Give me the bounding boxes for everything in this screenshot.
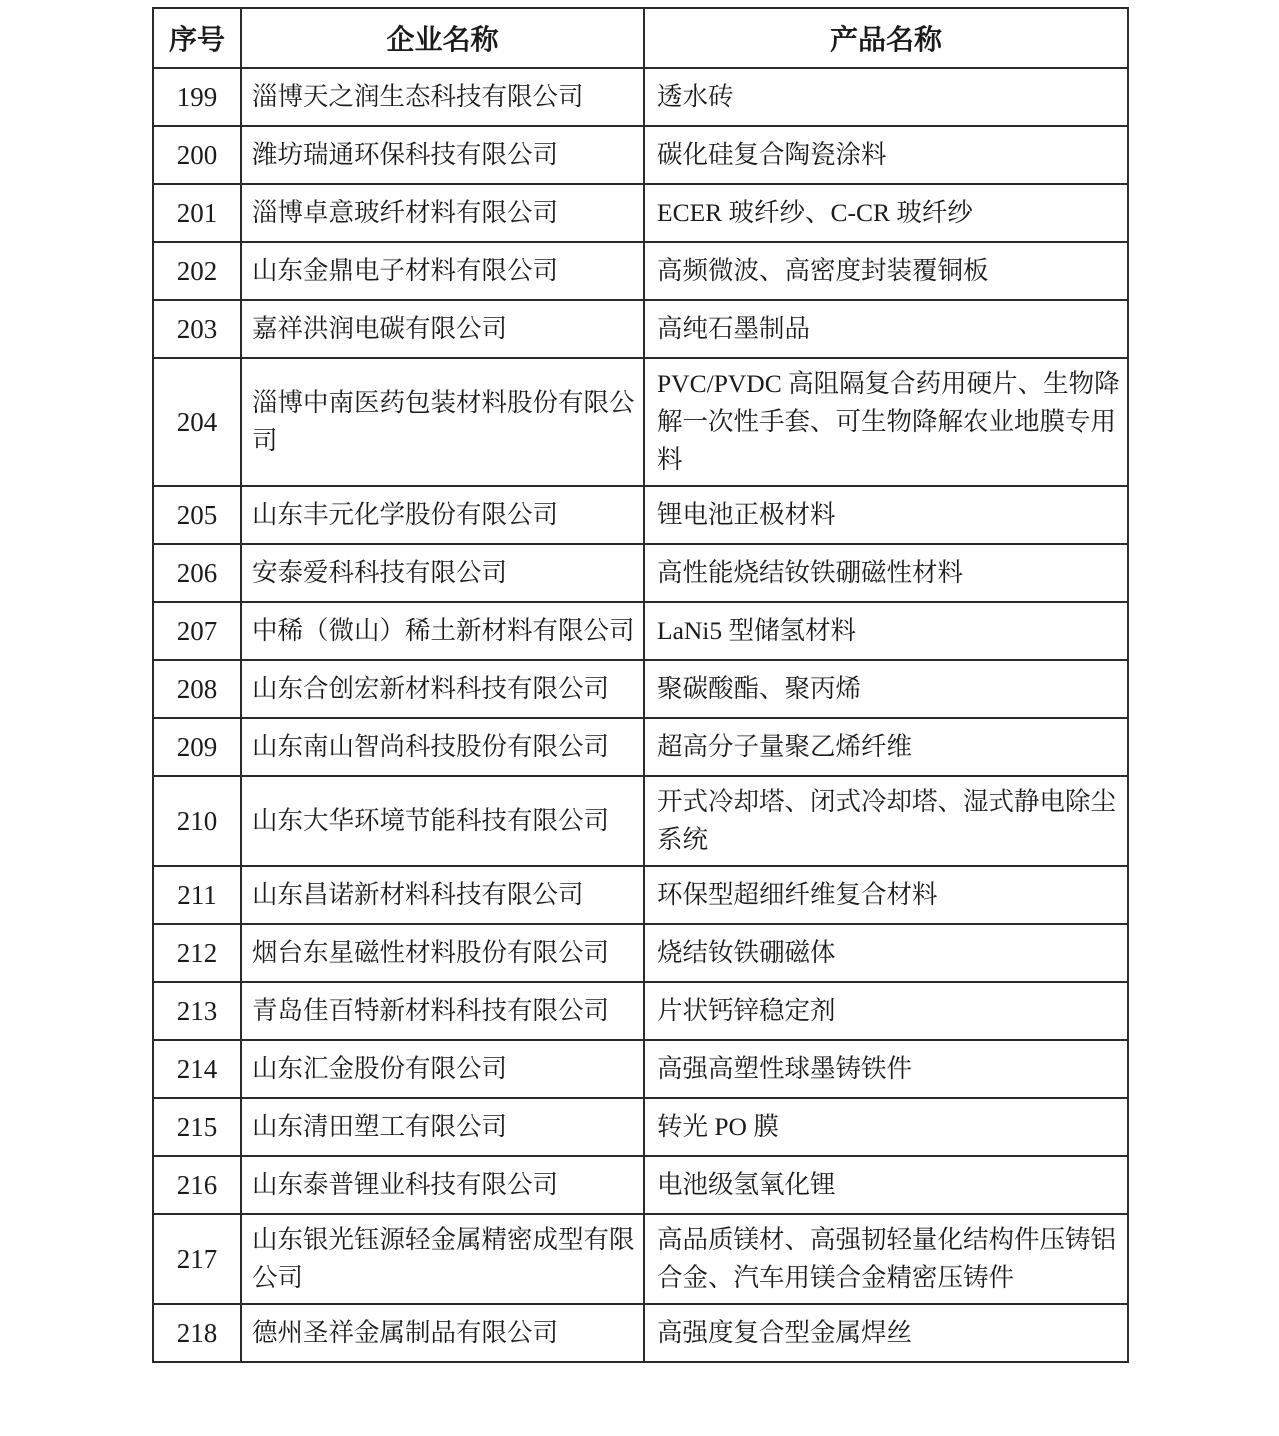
table-row	[153, 660, 1128, 718]
company-cell: 淄博中南医药包装材料股份有限公司	[241, 358, 644, 486]
company-cell: 青岛佳百特新材料科技有限公司	[241, 982, 644, 1040]
product-cell: 高品质镁材、高强韧轻量化结构件压铸铝合金、汽车用镁合金精密压铸件	[644, 1214, 1128, 1304]
row-number-cell: 200	[153, 126, 241, 184]
table-row	[153, 544, 1128, 602]
row-number-cell: 214	[153, 1040, 241, 1098]
row-number-cell: 218	[153, 1304, 241, 1362]
table-row	[153, 718, 1128, 776]
row-number-cell: 216	[153, 1156, 241, 1214]
company-cell: 山东合创宏新材料科技有限公司	[241, 660, 644, 718]
table-header-row	[153, 8, 1128, 68]
table-row	[153, 982, 1128, 1040]
product-cell: ECER 玻纤纱、C-CR 玻纤纱	[644, 184, 1128, 242]
product-cell: 高强度复合型金属焊丝	[644, 1304, 1128, 1362]
product-cell: PVC/PVDC 高阻隔复合药用硬片、生物降解一次性手套、可生物降解农业地膜专用料	[644, 358, 1128, 486]
product-cell: 高纯石墨制品	[644, 300, 1128, 358]
table-row	[153, 126, 1128, 184]
company-cell: 淄博卓意玻纤材料有限公司	[241, 184, 644, 242]
table-row	[153, 1156, 1128, 1214]
row-number-cell: 211	[153, 866, 241, 924]
product-cell: 高强高塑性球墨铸铁件	[644, 1040, 1128, 1098]
company-cell: 中稀（微山）稀土新材料有限公司	[241, 602, 644, 660]
row-number-cell: 204	[153, 358, 241, 486]
product-cell: 高频微波、高密度封装覆铜板	[644, 242, 1128, 300]
table-row	[153, 602, 1128, 660]
product-cell: 环保型超细纤维复合材料	[644, 866, 1128, 924]
table-row	[153, 1304, 1128, 1362]
company-cell: 山东昌诺新材料科技有限公司	[241, 866, 644, 924]
table-row	[153, 776, 1128, 866]
row-number-cell: 217	[153, 1214, 241, 1304]
company-cell: 山东泰普锂业科技有限公司	[241, 1156, 644, 1214]
row-number-cell: 207	[153, 602, 241, 660]
product-cell: 超高分子量聚乙烯纤维	[644, 718, 1128, 776]
company-cell: 山东南山智尚科技股份有限公司	[241, 718, 644, 776]
product-cell: 烧结钕铁硼磁体	[644, 924, 1128, 982]
row-number-cell: 199	[153, 68, 241, 126]
product-cell: 锂电池正极材料	[644, 486, 1128, 544]
row-number-cell: 215	[153, 1098, 241, 1156]
product-cell: 高性能烧结钕铁硼磁性材料	[644, 544, 1128, 602]
row-number-cell: 213	[153, 982, 241, 1040]
row-number-cell: 206	[153, 544, 241, 602]
company-cell: 德州圣祥金属制品有限公司	[241, 1304, 644, 1362]
enterprise-product-table	[152, 7, 1129, 1363]
header-cell-product: 产品名称	[644, 8, 1128, 68]
table-row	[153, 486, 1128, 544]
company-cell: 山东丰元化学股份有限公司	[241, 486, 644, 544]
row-number-cell: 201	[153, 184, 241, 242]
table-row	[153, 242, 1128, 300]
company-cell: 山东清田塑工有限公司	[241, 1098, 644, 1156]
product-cell: 转光 PO 膜	[644, 1098, 1128, 1156]
table-row	[153, 68, 1128, 126]
product-cell: LaNi5 型储氢材料	[644, 602, 1128, 660]
product-cell: 透水砖	[644, 68, 1128, 126]
product-cell: 碳化硅复合陶瓷涂料	[644, 126, 1128, 184]
product-cell: 开式冷却塔、闭式冷却塔、湿式静电除尘系统	[644, 776, 1128, 866]
table-row	[153, 184, 1128, 242]
header-cell-company: 企业名称	[241, 8, 644, 68]
company-cell: 嘉祥洪润电碳有限公司	[241, 300, 644, 358]
row-number-cell: 209	[153, 718, 241, 776]
row-number-cell: 205	[153, 486, 241, 544]
row-number-cell: 210	[153, 776, 241, 866]
company-cell: 烟台东星磁性材料股份有限公司	[241, 924, 644, 982]
table-row	[153, 358, 1128, 486]
row-number-cell: 208	[153, 660, 241, 718]
company-cell: 山东银光钰源轻金属精密成型有限公司	[241, 1214, 644, 1304]
product-cell: 聚碳酸酯、聚丙烯	[644, 660, 1128, 718]
company-cell: 安泰爱科科技有限公司	[241, 544, 644, 602]
table-body	[153, 68, 1128, 1362]
table-row	[153, 1214, 1128, 1304]
company-cell: 潍坊瑞通环保科技有限公司	[241, 126, 644, 184]
header-cell-no: 序号	[153, 8, 241, 68]
table-row	[153, 1040, 1128, 1098]
company-cell: 山东金鼎电子材料有限公司	[241, 242, 644, 300]
row-number-cell: 202	[153, 242, 241, 300]
company-cell: 山东大华环境节能科技有限公司	[241, 776, 644, 866]
table-row	[153, 866, 1128, 924]
table-row	[153, 1098, 1128, 1156]
row-number-cell: 212	[153, 924, 241, 982]
company-cell: 淄博天之润生态科技有限公司	[241, 68, 644, 126]
product-cell: 片状钙锌稳定剂	[644, 982, 1128, 1040]
product-cell: 电池级氢氧化锂	[644, 1156, 1128, 1214]
table-row	[153, 300, 1128, 358]
company-cell: 山东汇金股份有限公司	[241, 1040, 644, 1098]
row-number-cell: 203	[153, 300, 241, 358]
table-row	[153, 924, 1128, 982]
